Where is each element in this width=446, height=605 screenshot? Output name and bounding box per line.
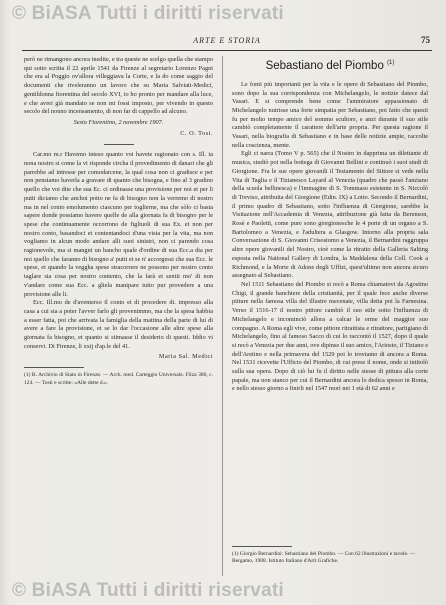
- watermark-bottom: © BiASA Tutti i diritti riservati: [12, 580, 284, 601]
- article-title: [232, 56, 428, 73]
- column-divider: [222, 56, 223, 576]
- left-footnote: (1) R. Archivio di Stato in Firenze. — Arch. med. Carteggio Universale. Filza 380, c. 124. — Tosti e scritte: «Alle dette d.».: [24, 372, 213, 386]
- article-paragraph: Egli ci narra (Tomo V p. 565) che il Nostro in dapprima un dilettante di musica, studiò poi nella bottega di Giovanni Bellini e continuò i suoi studi di Giorgione. Fra le sue opere giovanili il Testamento del Sittore si vede nella Vita di Taglia e il Tizianesco Layard al Venezia (quadro che passò l'anziano della scuola bellinesca) e l'immagine di S. Tommaso esistente in S. Niccolò di Treviso, attribuita del Giorgione (Edin. IX) a Lotto. Secondo il Bernardini, il primo quadro di Sebastiano, sotto l'influenza di Giorgione, sarebbe la Visitazione nell'Accademia di Venezia, attribuzione già fatta da Berenson, Rosé e Paoletti, come pure sono giorgionesche le 4 porte di un organo a S. Bartolomeo a Venezia, e l'adultera a Glasgow. Intorno alla propria sala Conversazione di S. Giovanni Crisostomo a Venezia, il Bernardini raggruppa altre opere giovanili del Nostro, cioè come la ritratto della Galleria Salting esposta nella National Gallery di Londra, la Maddalena della Coll. Cook a Richmond, e la Morte di Adone degli Uffizi, quest'ultimo non ancora sicuro assegnato al Sebastiano.: [232, 150, 428, 280]
- right-column: [232, 56, 428, 394]
- letter-paragraph: Ecc. Ill.mo de d'aventerso il conto et di procedere di. impresso alla casa a cui sia a poter l'avver farlo gli provenimmo, ma che la spesa habbia a esser fatta, poi che arrivata la famiglia della mattina della parte di lui di avere a fare la provisione, et se lo dar l'occasione alle altre spese alla giornata fa bisogno, et quanto si stimasse il desiderio di questi. Iddio vi conservi. Di Firenze, li xxij d'ap.le del 41.: [24, 299, 213, 350]
- signature-place: Sesto Fiorentino, 2 novembre 1907.: [73, 118, 164, 126]
- page-number: 75: [421, 35, 430, 45]
- footnote-rule: [24, 367, 84, 368]
- intro-paragraph: però ne rimangono ancora inedite, e tra queste ne scelgo quella che stampo qui sotto scritta il 22 aprile 1541 da Firenze al segretario Lorenzo Pagni che era al Poggio ov'allora villeggiava la Corte, e la do come saggio del documenti che riveleranno un lavoro che su Maria Salviati-Medici, gentildonna fiorentina del secolo XVI, io ho pronto per mandare alla luce, e che avrei già mandato se non mi fossi imposto, per vivendo in questo secolo del nonno incensamento, di non far di cappello ad alcuno.: [24, 56, 213, 116]
- right-footnote: (1) Giorgio Bernardini: Sebastiano del Piombo. — Con 62 illustrazioni e tavole. — Bergamo, 1908. Istituto Italiano d'Arti Grafiche.: [232, 551, 416, 565]
- left-column: [24, 56, 213, 387]
- article-title-text: Sebastiano del Piombo: [265, 59, 384, 72]
- letter-signoff: Maria Sal. Medici: [158, 352, 213, 360]
- right-footnote-area: [232, 540, 428, 566]
- running-head: ARTE E STORIA: [193, 36, 261, 45]
- footnote-rule: [232, 546, 292, 547]
- article-title-note: (1): [387, 60, 395, 66]
- signature-name: C. O. Tosi.: [180, 129, 213, 137]
- section-separator: [104, 144, 134, 145]
- letter-paragraph: Car.mo m.r Havemo inteso quanto voi havete ragionato con s. Ill. ta nona nostro si come la vi risponde circha il provedimento di danari che gli parrebbe ad intresse per comodarcene, la qual cosa non ci gradisce e per non pensiamo haverla a gravare di quanto che bisogna, e fino al 3 gradino quello che voi dite che sua Ec. ci ordinasse una provisione per noi et per li putti diciamo che anchoi potto ne fa di bisogno non la verremo di nostro ma in nel conto emolumento ciascuno per toglierne, ma che sòlo ci basta sapere donde possiamo havere quelle de alla giornata fa di bisogno per le spese che continuamente occorrono de figliuoli di sua Ex. et non per nostro conto, basandoci et contentandoci d'una vista per la vita, ma non vogliamo in alcun modo andare alli suoi sinistri, non ci parendo cosa ragionevole, ma si mangni un bancho quale d'ordine di sua Ecc.a dia per noi quello che faranno di bisogno a' putti et se n' accorgessi che sua Ecc. le spese, et quando la veggha spese stracorrere ne possono per nostro conto taglare sia cosa per nostro contento, che la farà et sentii mo' di non v'andare come sua Ecc. a gliela manipare tutto pur provedere a una provisione alle li.: [24, 151, 213, 298]
- watermark-top: © BiASA Tutti i diritti riservati: [12, 3, 284, 24]
- page-header: [22, 36, 432, 51]
- article-paragraph: Nel 1511 Sebastiano del Piombo si recò a Roma chiamatovi da Agostino Chigi, il grande banchiere della cristianità, per il quale fece anche diverse pitture nella famosa villa del illustre mecenate, villa detta poi la Farnesina. Verso il 1516-17 il nostro pittore cambiò il suo stile sotto l'influenza di Michelangelo e incominciò allora a calcar le orme del maggior suo compagno. A Roma egli vive, come pittore ritrattista e ritrattore, partigiano di Michelangelo, fino al famoso Sacco di cui lo raccontò il 1527, dopo il quale si recò a Venezia per due anni, ove dipinse il suo amico, l'Ariosto, il Tiziano e dell'Aretino e nella primavera del 1529 poi lo troviamo di ancora a Roma. Nel 1531 ricevette l'Ufficio del Piombo, di cui prese il nome, onde si intitolò sulla sua opera. Dopo di ciò lui fu il diritto nelle stesse di pittura alla corte papale, ma non stanco per cui il Bernardini ancora lo dedica spesso in Roma, e nello stesso giorno a finirli nel 1547 morì nei 1 età di 62 anni e: [232, 281, 428, 393]
- article-paragraph: Le fonti più importanti per la vita e le opere di Sebastiano del Piombo, sono dopo la sua corrispondenza con Michelangelo, le notizie datece dal Vasari. E si comprende bene come l'ammiratore appassionato di Michelangelo nutrisse una forte simpatia per Sebastiano, poi fatto che questi fu per molto tempo amico del sommo scultore, e anzi durante il suo stile cambiò completamente il carattere dell'arte propria. Per questa ragione il Vasari, nella biografia di Sebastiano e in base delle notizie ampie, raccolte nella coscienza, mente.: [232, 80, 428, 149]
